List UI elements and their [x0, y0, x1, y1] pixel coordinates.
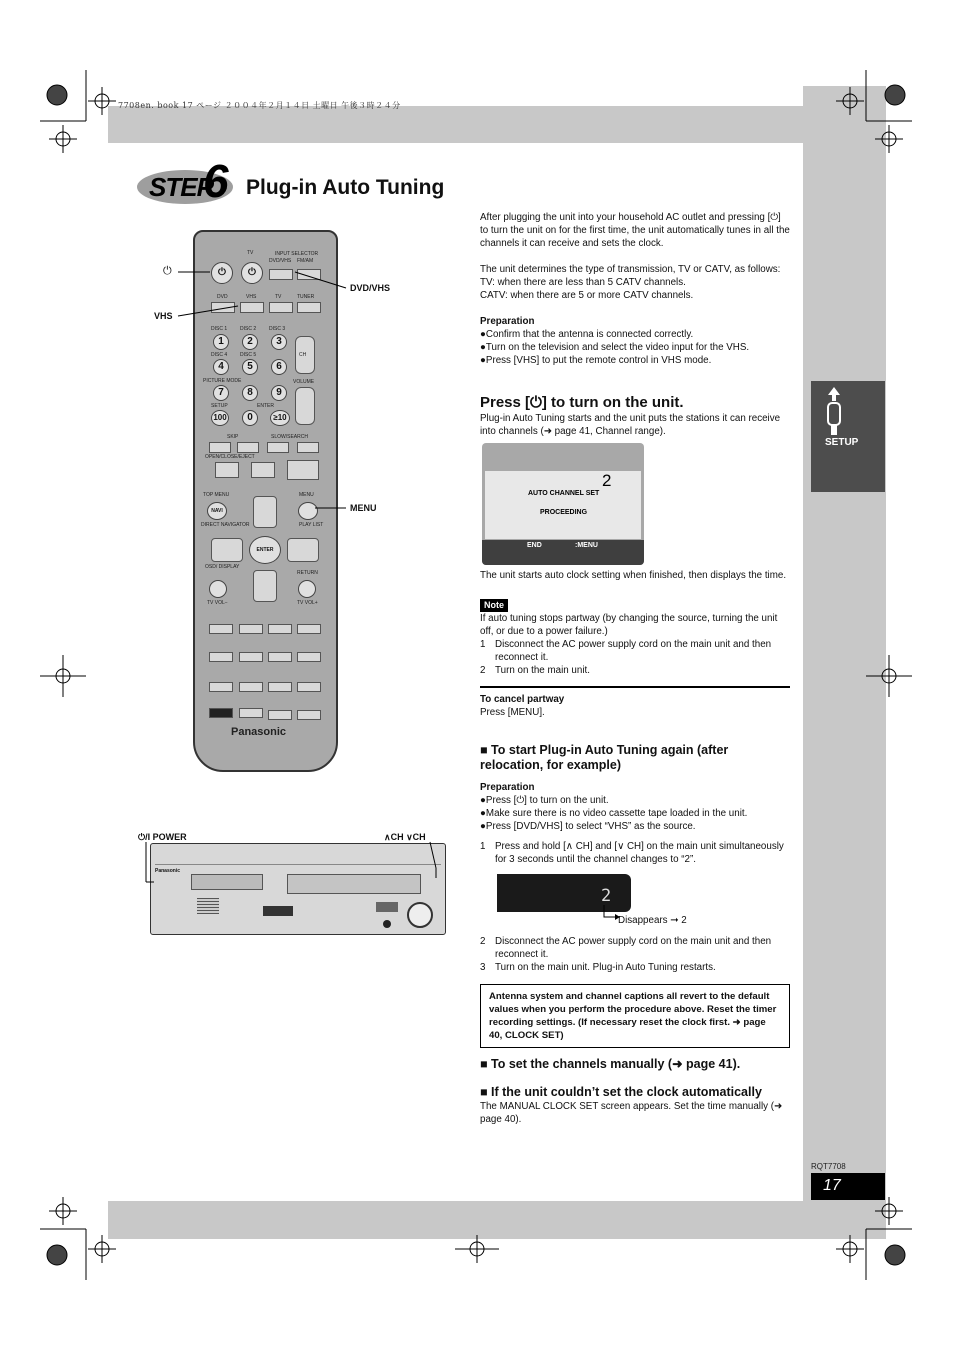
unit-power-label: ⏻/I POWER [138, 832, 187, 842]
prep-item: ●Make sure there is no video cassette tape loaded in the unit. [480, 808, 748, 819]
disappears-label: Disappears ➞ 2 [618, 915, 687, 926]
remote-label-picture-mode: PICTURE MODE [203, 378, 242, 384]
remote-label-disc5: DISC 5 [240, 352, 257, 358]
osd-panel [485, 471, 641, 539]
step-number: 3 [480, 962, 486, 973]
remote-menu-callout: MENU [350, 503, 377, 513]
remote-prog-button [209, 682, 233, 692]
restart-step [480, 961, 790, 974]
remote-tv-power-button: ⏻ [241, 262, 263, 284]
restart-steps-after [480, 935, 790, 974]
preparation-heading: Preparation [480, 316, 535, 327]
remote-rec-button [297, 682, 321, 692]
step-text: Press and hold [∧ CH] and [∨ CH] on the main unit simultaneously for 3 seconds until the channel changes to “2”. [495, 841, 784, 865]
step-number: 6 [203, 155, 229, 207]
remote-sleep-button [239, 708, 263, 718]
remote-function-button [209, 652, 233, 662]
remote-label-input-selector: INPUT SELECTOR [275, 251, 319, 257]
remote-label-disc3: DISC 3 [269, 326, 286, 332]
transmission-text: The unit determines the type of transmission, TV or CATV, as follows: [480, 264, 781, 275]
bottom-gray-band [108, 1201, 886, 1239]
remote-down-button [253, 570, 277, 602]
remote-label-ch: CH [299, 352, 307, 358]
osd-line1: AUTO CHANNEL SET [528, 490, 600, 497]
remote-label-play-list: PLAY LIST [299, 522, 324, 528]
restart-step [480, 935, 790, 961]
remote-key-10plus: ≥10 [270, 410, 290, 426]
note-badge: Note [480, 599, 508, 612]
remote-cancel-button [268, 710, 292, 720]
right-gray-band [803, 86, 886, 1201]
remote-label-top-menu: TOP MENU [203, 492, 230, 498]
osd-footer-right: :MENU [575, 542, 598, 549]
remote-label-slow-search: SLOW/SEARCH [271, 434, 308, 440]
remote-enter-button: ENTER [249, 536, 281, 564]
unit-ch-label: ∧CH ∨CH [384, 832, 426, 842]
remote-function-button [297, 652, 321, 662]
remote-function-button [268, 652, 292, 662]
step-text: Turn on the main unit. Plug-in Auto Tuning restarts. [495, 962, 716, 973]
intro-paragraph: After plugging the unit into your household AC outlet and pressing [⏻] to turn the unit on for the first time, the unit automatically tunes in all the channels it can receive and sets the clock. [480, 212, 790, 249]
osd-footer [482, 540, 644, 565]
after-osd-block [480, 569, 790, 719]
remote-power-callout: ⏻ [163, 265, 172, 277]
page-title: Plug-in Auto Tuning [246, 176, 445, 199]
step-word: STEP [149, 172, 213, 202]
step-number: 2 [480, 936, 486, 947]
note-step [480, 638, 790, 664]
press-power-block [480, 394, 790, 438]
clock-block [480, 1085, 790, 1126]
press-power-text: Plug-in Auto Tuning starts and the unit puts the stations it can receive into channels (➜ page 41, Channel range). [480, 413, 781, 437]
remote-text-button [297, 710, 321, 720]
clock-heading: ■ If the unit couldn’t set the clock automatically [480, 1085, 762, 1099]
intro-block [480, 211, 790, 367]
prep-item: ●Press [DVD/VHS] to select “VHS” as the source. [480, 821, 696, 832]
document-code: RQT7708 [811, 1162, 846, 1171]
remote-label-fmam: FM/AM [297, 258, 314, 264]
remote-power-button: ⏻ [211, 262, 233, 284]
remote-callout-lines [150, 260, 380, 520]
prep-item: ●Confirm that the antenna is connected correctly. [480, 329, 694, 340]
remote-key-5: 5 [242, 359, 258, 375]
unit-callout-lines [140, 838, 450, 948]
clock-text: The MANUAL CLOCK SET screen appears. Set the time manually (➜ page 40). [480, 1101, 783, 1125]
remote-label-tv: TV [247, 250, 254, 256]
remote-key-4: 4 [213, 359, 229, 375]
print-header: 7708en. book 17 ページ ２００４年２月１４日 土曜日 午後３時２４分 [118, 101, 401, 110]
remote-label-tv-vol-minus: TV VOL− [207, 600, 228, 606]
remote-function-button [239, 624, 263, 634]
restart-heading: ■ To start Plug-in Auto Tuning again (after relocation, for example) [480, 743, 729, 772]
remote-navi-button: NAVI [207, 502, 227, 520]
prep-item: ●Press [VHS] to put the remote control in VHS mode. [480, 355, 712, 366]
restart-prep-heading: Preparation [480, 782, 535, 793]
remote-label-open-close: OPEN/CLOSE/EJECT [205, 454, 255, 460]
remote-function-button [209, 624, 233, 634]
page-number-box [811, 1173, 885, 1200]
remote-right-button [287, 538, 319, 562]
warning-text: Antenna system and channel captions all revert to the default values when you perform the procedure above. Reset the timer recording settings. (If necessary reset the clock first. ➜ page 40, CLOCK SET) [489, 991, 777, 1041]
remote-label-disc1: DISC 1 [211, 326, 228, 332]
unit-brand-logo: Panasonic [155, 868, 181, 874]
remote-function-button [297, 624, 321, 634]
osd-channel: 2 [602, 471, 612, 490]
osd-footer-left: END [527, 542, 542, 549]
remote-label-enter: ENTER [257, 403, 274, 409]
remote-display-button [209, 580, 227, 598]
remote-left-button [211, 538, 243, 562]
remote-speed-button [239, 682, 263, 692]
remote-label-tv2: TV [275, 294, 282, 300]
catv-rule: CATV: when there are 5 or more CATV channels. [480, 290, 694, 301]
press-power-heading: Press [⏻] to turn on the unit. [480, 394, 684, 411]
page-number: 17 [823, 1177, 841, 1194]
remote-label-volume: VOLUME [293, 379, 315, 385]
osd-line2: PROCEEDING [540, 509, 588, 516]
remote-shift-button [209, 708, 233, 718]
note-step [480, 664, 790, 677]
manual-block [480, 1057, 790, 1072]
remote-key-100: 100 [211, 410, 229, 426]
manual-heading: ■ To set the channels manually (➜ page 41). [480, 1057, 741, 1071]
remote-dvdvhs-callout: DVD/VHS [350, 283, 391, 293]
remote-label-dvdvhs: DVD/VHS [269, 258, 292, 264]
step-number: 1 [480, 639, 486, 650]
side-tab-label: SETUP [825, 437, 859, 448]
remote-function-button [268, 624, 292, 634]
remote-key-9: 9 [271, 385, 287, 401]
osd-screen [482, 443, 644, 565]
divider [480, 686, 790, 688]
remote-label-menu: MENU [299, 492, 314, 498]
cancel-text: Press [MENU]. [480, 707, 545, 718]
display-digit: 2 [601, 886, 612, 906]
prep-item: ●Turn on the television and select the video input for the VHS. [480, 342, 750, 353]
remote-label-dvd: DVD [217, 294, 228, 300]
remote-label-skip: SKIP [227, 434, 239, 440]
setup-side-tab [811, 381, 885, 492]
note-text: If auto tuning stops partway (by changing the source, turning the unit off, or due to a power failure.) [480, 613, 778, 637]
cancel-heading: To cancel partway [480, 694, 565, 705]
step-number: 2 [480, 665, 486, 676]
remote-label-tuner: TUNER [297, 294, 315, 300]
remote-label-disc4: DISC 4 [211, 352, 228, 358]
remote-key-0: 0 [242, 410, 258, 426]
remote-label-direct-navigator: DIRECT NAVIGATOR [201, 522, 250, 528]
remote-vhs-callout: VHS [154, 311, 173, 321]
remote-label-disc2: DISC 2 [240, 326, 257, 332]
remote-label-tv-vol-plus: TV VOL+ [297, 600, 318, 606]
restart-step [480, 840, 790, 866]
remote-key-1: 1 [213, 334, 229, 350]
prep-item: ●Press [⏻] to turn on the unit. [480, 795, 609, 806]
tv-rule: TV: when there are less than 5 CATV channels. [480, 277, 686, 288]
remote-label-setup: SETUP [211, 403, 228, 409]
remote-label-vhs: VHS [246, 294, 257, 300]
remote-key-3: 3 [271, 334, 287, 350]
remote-quick-replay-button [268, 682, 292, 692]
step-number: 1 [480, 841, 486, 852]
remote-label-osd-display: OSD/ DISPLAY [205, 564, 240, 570]
remote-key-8: 8 [242, 385, 258, 401]
remote-key-7: 7 [213, 385, 229, 401]
step-text: Disconnect the AC power supply cord on the main unit and then reconnect it. [495, 639, 772, 663]
step-text: Turn on the main unit. [495, 665, 590, 676]
remote-return-button [298, 580, 316, 598]
step-text: Disconnect the AC power supply cord on the main unit and then reconnect it. [495, 936, 772, 960]
remote-brand-logo: Panasonic [231, 726, 287, 738]
antenna-plug-icon [819, 385, 849, 437]
remote-function-button [239, 652, 263, 662]
after-osd-text: The unit starts auto clock setting when finished, then displays the time. [480, 570, 787, 581]
remote-key-2: 2 [242, 334, 258, 350]
top-gray-band [108, 106, 803, 143]
remote-label-return: RETURN [297, 570, 318, 576]
restart-block [480, 743, 790, 866]
remote-key-6: 6 [271, 359, 287, 375]
warning-box [480, 984, 790, 1048]
